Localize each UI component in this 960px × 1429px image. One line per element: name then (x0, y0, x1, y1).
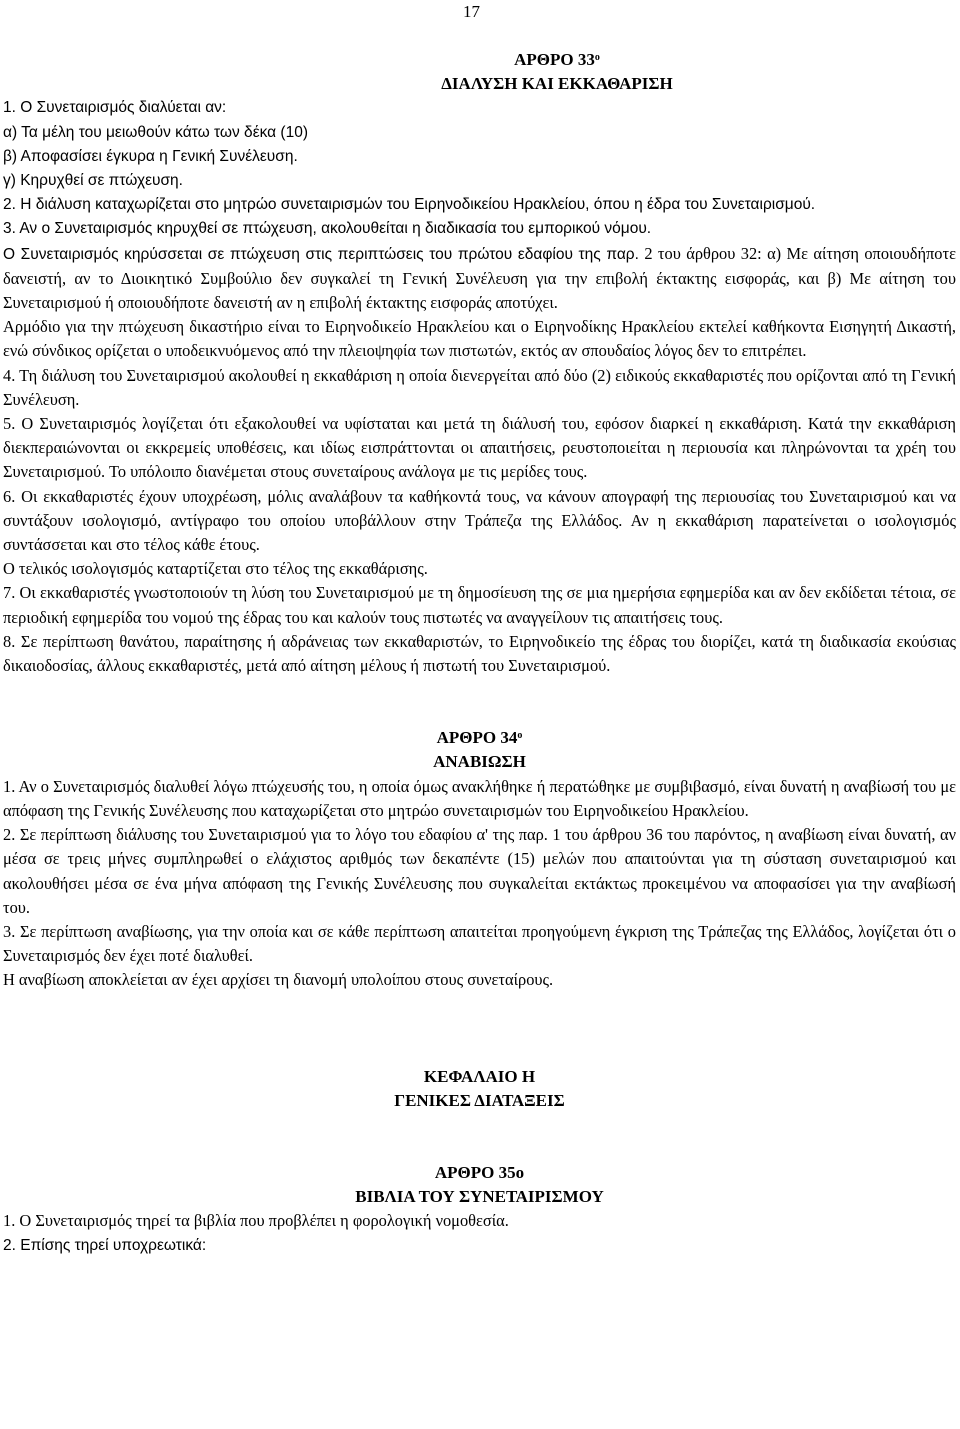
chapter-title: ΚΕΦΑΛΑΙΟ Η (423, 1066, 536, 1086)
article-33-title: ΑΡΘΡΟ $33^o$ (514, 50, 600, 69)
article-34-paragraph-2: 2. Σε περίπτωση διάλυσης του Συνεταιρισμού για το λόγο του εδαφίου α' της παρ. 1 του άρθρου 36 του παρόντος, η αναβίωση είναι δυνατή, αν μέσα σε τρεις μήνες συμπληρωθεί ο ελάχιστος αριθμός των δεκαπέντε (15) μελών που απαιτούνται για τη σύσταση συνεταιρισμού και ακολουθήσει μέσα σε ένα μήνα απόφαση της Γενικής Συνέλευσης που συγκαλείται εκτάκτως προκειμένου να αποφασίσει για την αναβίωσή του. (3, 825, 956, 917)
article-33-item-c: γ) Κηρυχθεί σε πτώχευση. (3, 172, 183, 190)
article-33-paragraph-6b: Ο τελικός ισολογισμός καταρτίζεται στο τέλος της εκκαθάρισης. (3, 559, 428, 579)
article-33-subtitle: ΔΙΑΛΥΣΗ ΚΑΙ ΕΚΚΑΘΑΡΙΣΗ (441, 74, 673, 94)
article-33-paragraph-7: 7. Οι εκκαθαριστές γνωστοποιούν τη λύση του Συνεταιρισμού με τη δημοσίευση της σε μια ημερήσια εφημερίδα και αν δεν εκδίδεται τέτοια, σε περιοδική εφημερίδα του νομού της έδρας του και καλούν τους πιστωτές να αναγγείλουν τις απαιτήσεις τους. (3, 583, 956, 627)
article-33-paragraph-3: 3. Αν ο Συνεταιρισμός κηρυχθεί σε πτώχευση, ακολουθείται η διαδικασία του εμπορικού νόμου. (3, 220, 652, 238)
paragraph-3b-lead: Ο Συνεταιρισμός κηρύσσεται σε πτώχευση στις περιπτώσεις του πρώτου εδαφίου της παρ. (3, 245, 639, 263)
article-33-paragraph-3b (3, 242, 956, 316)
article-34-title: ΑΡΘΡΟ $34^o$ (436, 728, 523, 748)
article-33-item-b: β) Αποφασίσει έγκυρα η Γενική Συνέλευση. (3, 147, 298, 165)
article-33-paragraph-8: 8. Σε περίπτωση θανάτου, παραίτησης ή αδράνειας των εκκαθαριστών, το Ειρηνοδικείο της έδρας του διορίζει, κατά τη διαδικασία εκούσιας δικαιοδοσίας, άλλους εκκαθαριστές, μετά από αίτηση μέλους ή πιστωτή του Συνεταιρισμού. (3, 631, 956, 676)
paragraph-3b-rest: 2 του άρθρου 32: α) Με αίτηση οποιουδήποτε δανειστή, αν το Διοικητικό Συμβούλιο δεν συγκαλεί τη Γενική Συνέλευση για την επιβολή έκτακτης εισφοράς, και β) Με αίτηση του Συνεταιρισμού ή οποιουδήποτε δανειστή αν η επιβολή έκτακτης εισφοράς αποτύχει. (3, 243, 956, 313)
article-35-title: ΑΡΘΡΟ 35ο (434, 1162, 525, 1182)
article-35-subtitle: ΒΙΒΛΙΑ ΤΟΥ ΣΥΝΕΤΑΙΡΙΣΜΟΥ (355, 1187, 604, 1207)
article-33-paragraph-4: 4. Τη διάλυση του Συνεταιρισμού ακολουθεί η εκκαθάριση η οποία διενεργείται από δύο (2) ειδικούς εκκαθαριστές που ορίζονται από τη Γενική Συνέλευση. (3, 365, 956, 409)
article-33-paragraph-6: 6. Οι εκκαθαριστές έχουν υποχρέωση, μόλις αναλάβουν τα καθήκοντά τους, να κάνουν απογραφή της περιουσίας του Συνεταιρισμού και να συντάξουν ισολογισμό, αντίγραφο του οποίου υποβάλλουν στην Τράπεζα της Ελλάδος. Αν η εκκαθάριση παρατείνεται ο ισολογισμός συντάσσεται και στο τέλος κάθε έτους. (3, 486, 956, 555)
article-34-subtitle: ΑΝΑΒΙΩΣΗ (433, 752, 526, 772)
page-number: 17 (463, 2, 480, 21)
article-33-paragraph-3c: Αρμόδιο για την πτώχευση δικαστήριο είναι το Ειρηνοδικείο Ηρακλείου και ο Ειρηνοδίκης Ηρακλείου εκτελεί καθήκοντα Εισηγητή Δικαστή, ενώ σύνδικος ορίζεται ο υποδεικνυόμενος από την πλειοψηφία των πιστωτών, εκτός αν σπουδαίος λόγος δεν το επιτρέπει. (3, 317, 956, 361)
article-33-paragraph-2: 2. Η διάλυση καταχωρίζεται στο μητρώο συνεταιρισμών του Ειρηνοδικείου Ηρακλείου, όπου η έδρα του Συνεταιρισμού. (3, 196, 816, 214)
article-35-paragraph-1: 1. Ο Συνεταιρισμός τηρεί τα βιβλία που προβλέπει η φορολογική νομοθεσία. (3, 1211, 509, 1231)
chapter-subtitle: ΓΕΝΙΚΕΣ ΔΙΑΤΑΞΕΙΣ (394, 1090, 565, 1110)
article-33-paragraph-1: 1. Ο Συνεταιρισμός διαλύεται αν: (3, 99, 227, 117)
document-body (3, 48, 956, 1258)
article-34-paragraph-3b: Η αναβίωση αποκλείεται αν έχει αρχίσει τη διανομή υπολοίπου στους συνεταίρους. (3, 970, 554, 990)
article-34-paragraph-3: 3. Σε περίπτωση αναβίωσης, για την οποία και σε κάθε περίπτωση απαιτείται προηγούμενη έγκριση της Τράπεζας της Ελλάδος, λογίζεται ότι ο Συνεταιρισμός δεν έχει ποτέ διαλυθεί. (3, 921, 956, 966)
article-34-paragraph-1: 1. Αν ο Συνεταιρισμός διαλυθεί λόγω πτώχευσής του, η οποία όμως ανακλήθηκε ή περατώθηκε με συμβιβασμό, είναι δυνατή η αναβίωσή του με απόφαση της Γενικής Συνέλευσης που καταχωρίζεται στο μητρώο συνεταιρισμών του Ειρηνοδικείου Ηρακλείου. (3, 776, 956, 820)
article-35-paragraph-2: 2. Επίσης τηρεί υποχρεωτικά: (3, 1236, 207, 1254)
article-33-paragraph-5: 5. Ο Συνεταιρισμός λογίζεται ότι εξακολουθεί να υφίσταται και μετά τη διάλυσή του, εφόσον διαρκεί η εκκαθάριση. Κατά την εκκαθάριση διεκπεραιώνονται οι εκκρεμείς υποθέσεις, και ιδίως εισπράττονται οι απαιτήσεις, ρευστοποιείται η περιουσία και πληρώνονται τα χρέη του Συνεταιρισμού. Το υπόλοιπο διανέμεται στους συνεταίρους ανάλογα με τις μερίδες τους. (3, 414, 956, 482)
article-33-item-a: α) Τα μέλη του μειωθούν κάτω των δέκα (10) (3, 123, 308, 141)
